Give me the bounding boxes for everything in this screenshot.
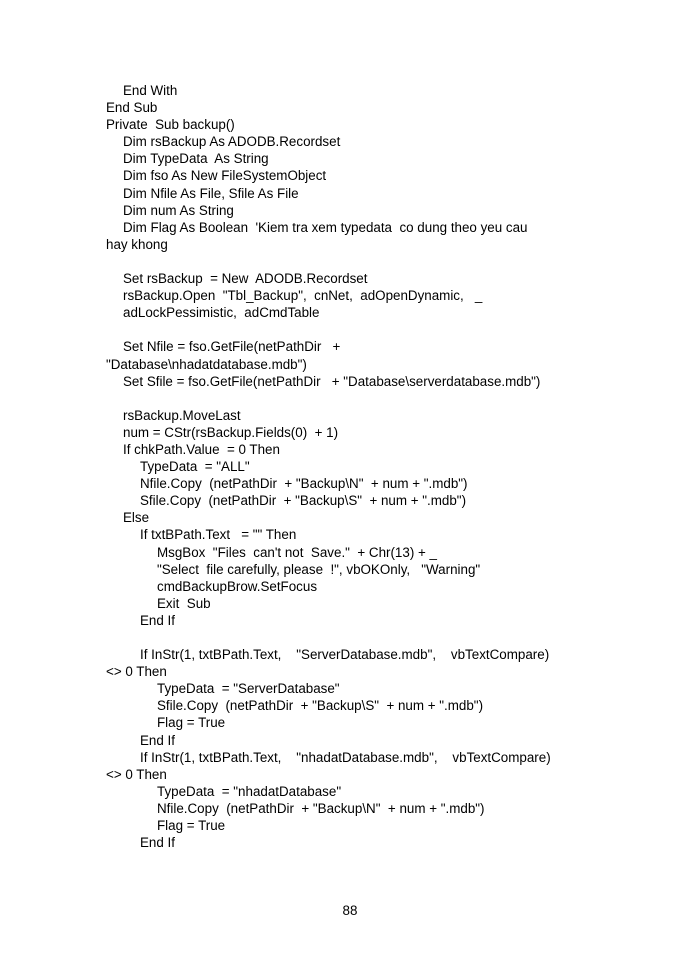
code-line: End If xyxy=(140,612,175,628)
code-line: Dim num As String xyxy=(123,202,234,218)
code-line: rsBackup.Open "Tbl_Backup", cnNet, adOpenDynamic, _ xyxy=(123,288,483,304)
code-line: End If xyxy=(140,732,175,748)
code-line: Dim rsBackup As ADODB.Recordset xyxy=(123,134,341,150)
code-line: TypeData = "nhadatDatabase" xyxy=(157,783,342,799)
code-line: Dim TypeData As String xyxy=(123,151,269,167)
code-listing xyxy=(106,82,586,851)
code-line xyxy=(106,390,586,407)
code-line: adLockPessimistic, adCmdTable xyxy=(123,305,320,321)
code-line: End Sub xyxy=(106,100,158,116)
code-line: Set Sfile = fso.GetFile(netPathDir + "Database\serverdatabase.mdb") xyxy=(123,373,541,389)
code-line: Flag = True xyxy=(157,818,226,834)
code-line: rsBackup.MoveLast xyxy=(123,407,241,423)
code-line: Nfile.Copy (netPathDir + "Backup\N" + num + ".mdb") xyxy=(157,800,485,816)
code-line xyxy=(106,253,586,270)
code-line: num = CStr(rsBackup.Fields(0) + 1) xyxy=(123,424,339,440)
code-line: If InStr(1, txtBPath.Text, "nhadatDatabase.mdb", vbTextCompare) xyxy=(140,749,551,765)
code-line: Dim Nfile As File, Sfile As File xyxy=(123,185,299,201)
code-line: Sfile.Copy (netPathDir + "Backup\S" + num + ".mdb") xyxy=(140,493,467,509)
code-line: Flag = True xyxy=(157,715,226,731)
code-line: Private Sub backup() xyxy=(106,117,235,133)
code-line: "Database\nhadatdatabase.mdb") xyxy=(106,356,307,372)
code-line: Set rsBackup = New ADODB.Recordset xyxy=(123,271,368,287)
code-line: End With xyxy=(123,83,178,98)
code-line: Exit Sub xyxy=(157,595,211,611)
code-line xyxy=(106,321,586,338)
code-line: cmdBackupBrow.SetFocus xyxy=(157,578,318,594)
code-line: Nfile.Copy (netPathDir + "Backup\N" + num + ".mdb") xyxy=(140,476,468,492)
code-line: If InStr(1, txtBPath.Text, "ServerDatabase.mdb", vbTextCompare) xyxy=(140,647,550,663)
code-line: Sfile.Copy (netPathDir + "Backup\S" + num + ".mdb") xyxy=(157,698,484,714)
code-line: Dim fso As New FileSystemObject xyxy=(123,168,327,184)
code-line: Else xyxy=(123,510,150,526)
code-line: MsgBox "Files can't not Save." + Chr(13) + _ xyxy=(157,544,437,560)
code-line: hay khong xyxy=(106,236,168,252)
code-line: End If xyxy=(140,835,175,851)
code-line: "Select file carefully, please !", vbOKOnly, "Warning" xyxy=(157,561,481,577)
code-line: Dim Flag As Boolean 'Kiem tra xem typedata co dung theo yeu cau xyxy=(123,219,528,235)
code-line: TypeData = "ServerDatabase" xyxy=(157,681,340,697)
code-line: If chkPath.Value = 0 Then xyxy=(123,441,280,457)
code-line: <> 0 Then xyxy=(106,766,167,782)
code-line: TypeData = "ALL" xyxy=(140,459,250,475)
code-line: If txtBPath.Text = "" Then xyxy=(140,527,297,543)
page-number: 88 xyxy=(342,903,358,918)
code-line xyxy=(106,629,586,646)
code-line: <> 0 Then xyxy=(106,664,167,680)
code-line: Set Nfile = fso.GetFile(netPathDir + xyxy=(123,339,341,355)
